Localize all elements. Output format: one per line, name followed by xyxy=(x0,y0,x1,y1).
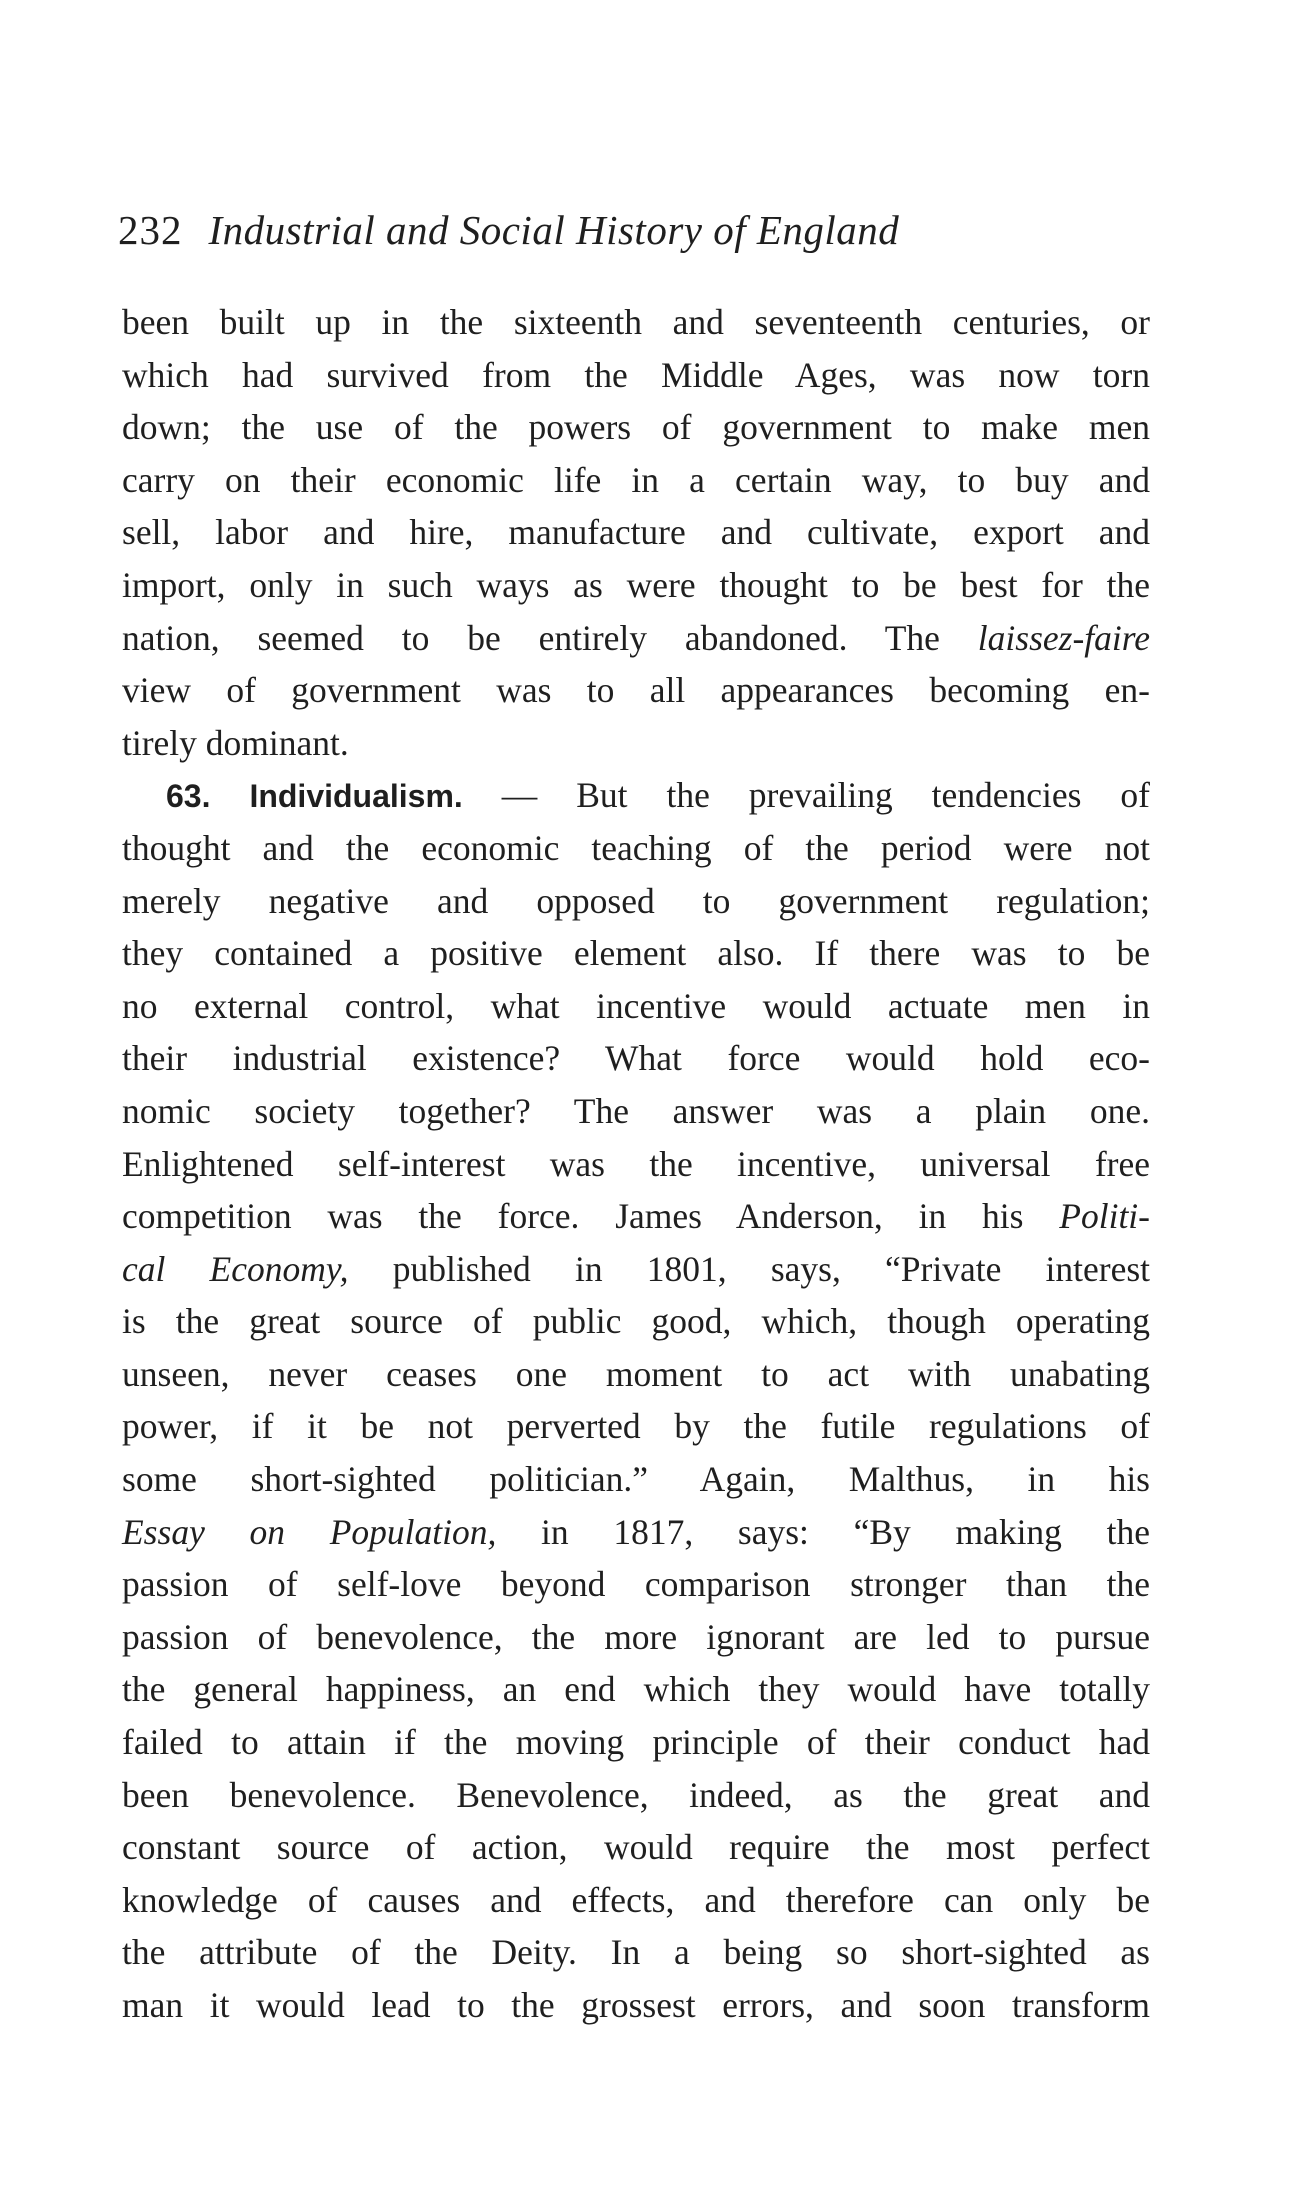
italic-title: Politi- xyxy=(1059,1196,1150,1237)
text-line: man it would lead to the grossest errors, and soon transform xyxy=(122,1985,1150,2025)
text-line: carry on their economic life in a certain way, to buy and xyxy=(122,459,1150,500)
text-run: published in 1801, says, “Private interest xyxy=(392,1248,1151,1289)
text-run: in 1817, says: “By making the xyxy=(541,1511,1150,1552)
text-line: is the great source of public good, which, though operating xyxy=(122,1301,1150,1342)
text-line: constant source of action, would require the most perfect xyxy=(122,1827,1150,1868)
text-line: tirely dominant. xyxy=(122,722,349,763)
text-line: unseen, never ceases one moment to act with unabating xyxy=(122,1353,1150,1394)
text-line: passion of benevolence, the more ignorant are led to pursue xyxy=(122,1616,1150,1657)
section-heading-line xyxy=(122,769,1150,822)
text-line: knowledge of causes and effects, and therefore can only be xyxy=(122,1879,1150,1920)
italic-title: cal Economy, xyxy=(122,1248,349,1289)
body-text xyxy=(122,296,1150,2032)
text-line: sell, labor and hire, manufacture and cultivate, export and xyxy=(122,512,1150,553)
text-line: down; the use of the powers of government to make men xyxy=(122,407,1150,448)
text-line: the attribute of the Deity. In a being so short-sighted as xyxy=(122,1932,1150,1973)
text-line: merely negative and opposed to government regulation; xyxy=(122,880,1150,921)
italic-term: laissez-faire xyxy=(977,617,1151,658)
text-line: import, only in such ways as were thought to be best for the xyxy=(122,564,1150,605)
text-line: some short-sighted politician.” Again, Malthus, in his xyxy=(122,1459,1150,1500)
text-line: power, if it be not perverted by the futile regulations of xyxy=(122,1406,1150,1447)
text-line: been benevolence. Benevolence, indeed, as the great and xyxy=(122,1774,1150,1815)
text-line: no external control, what incentive would actuate men in xyxy=(122,985,1150,1026)
section-title: Individualism. xyxy=(249,778,463,815)
running-title: Industrial and Social History of England xyxy=(208,207,900,253)
text-line xyxy=(122,1243,1150,1296)
text-line: their industrial existence? What force would hold eco- xyxy=(122,1038,1150,1079)
text-run: competition was the force. James Anderson, in his xyxy=(122,1196,1024,1237)
text-line xyxy=(122,612,1150,665)
page-number: 232 xyxy=(118,207,183,253)
text-line: failed to attain if the moving principle of their conduct had xyxy=(122,1722,1150,1763)
section-number: 63. xyxy=(166,778,211,815)
text-line: Enlightened self-interest was the incentive, universal free xyxy=(122,1143,1150,1184)
text-run: — But the prevailing tendencies of xyxy=(501,775,1150,816)
text-line: view of government was to all appearances becoming en- xyxy=(122,670,1150,711)
text-line: the general happiness, an end which they would have totally xyxy=(122,1669,1150,1710)
page-header xyxy=(118,200,1138,260)
text-line xyxy=(122,1506,1150,1559)
text-line: passion of self-love beyond comparison stronger than the xyxy=(122,1564,1150,1605)
text-line xyxy=(122,1190,1150,1243)
text-line: they contained a positive element also. If there was to be xyxy=(122,933,1150,974)
text-line: nomic society together? The answer was a plain one. xyxy=(122,1090,1150,1131)
text-line: thought and the economic teaching of the period were not xyxy=(122,827,1150,868)
text-run: nation, seemed to be entirely abandoned. The xyxy=(122,617,940,658)
text-line: which had survived from the Middle Ages, was now torn xyxy=(122,354,1150,395)
italic-title: Essay on Population, xyxy=(122,1511,497,1552)
text-line: been built up in the sixteenth and seventeenth centuries, or xyxy=(122,302,1150,342)
